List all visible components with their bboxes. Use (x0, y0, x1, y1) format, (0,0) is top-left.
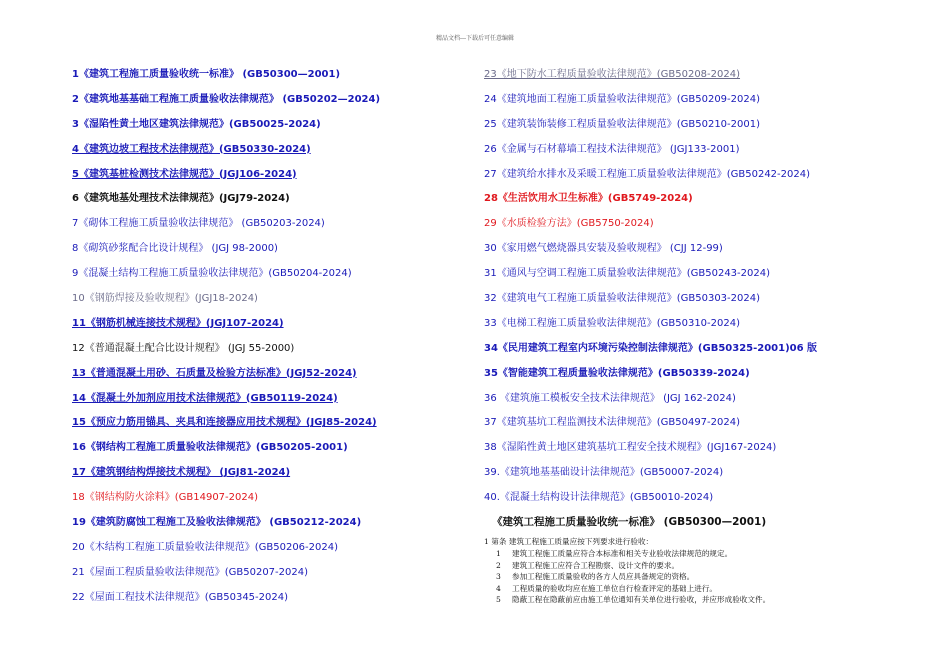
standard-title: 39.《建筑地基基础设计法律规范》(GB50007-2024) (484, 467, 724, 479)
standard-title: 20《木结构工程施工质量验收法律规范》(GB50206-2024) (72, 541, 339, 553)
standard-list-item[interactable] (72, 365, 472, 390)
standard-list-item (484, 91, 884, 116)
standard-list-item (72, 489, 472, 514)
clause-number: 2 (496, 560, 501, 570)
standard-list-item (72, 66, 472, 91)
standard-list-item (484, 365, 884, 390)
standard-list-item (484, 141, 884, 166)
standard-list-item (72, 340, 472, 365)
left-column (72, 66, 472, 614)
clause-item (496, 594, 770, 605)
standard-title: 31《通风与空调工程施工质量验收法律规范》(GB50243-2024) (484, 268, 771, 280)
standard-title: 21《屋面工程质量验收法律规范》(GB50207-2024) (72, 566, 309, 578)
standard-list-item[interactable] (72, 141, 472, 166)
standard-list-item (72, 439, 472, 464)
standard-list-item (72, 91, 472, 116)
standard-title: 17《建筑钢结构焊接技术规程》 (JGJ81-2024) (72, 467, 291, 479)
standard-title: 33《电梯工程施工质量验收法律规范》(GB50310-2024) (484, 317, 741, 329)
clause-item (496, 560, 679, 571)
section-title: 《建筑工程施工质量验收统一标准》 (GB50300—2001) (492, 516, 767, 528)
standard-title: 27《建筑给水排水及采暖工程施工质量验收法律规范》(GB50242-2024) (484, 168, 811, 180)
standard-title: 13《普通混凝土用砂、石质量及检验方法标准》(JGJ52-2024) (72, 367, 357, 379)
clause-number: 1 (496, 549, 501, 558)
clause-text: 工程质量的验收均应在施工单位自行检查评定的基础上进行。 (512, 583, 718, 593)
standard-list-item[interactable] (72, 166, 472, 191)
standard-title: 26《金属与石材幕墙工程技术法律规范》 (JGJ133-2001) (484, 143, 740, 155)
standard-list-item (72, 215, 472, 240)
standard-title: 40.《混凝土结构设计法律规范》(GB50010-2024) (484, 492, 714, 504)
standard-title: 23《地下防水工程质量验收法律规范》(GB50208-2024) (484, 69, 741, 80)
standard-list-item (72, 514, 472, 539)
standard-title: 18《钢结构防火涂料》(GB14907-2024) (72, 492, 259, 504)
standard-title: 12《普通混凝土配合比设计规程》 (JGJ 55-2000) (72, 342, 295, 354)
standard-title: 30《家用燃气燃烧器具安装及验收规程》 (CJJ 12-99) (484, 243, 723, 255)
standard-list-item[interactable] (72, 390, 472, 415)
standard-title: 10《钢筋焊接及验收规程》(JGJ18-2024) (72, 293, 258, 305)
standard-title: 4《建筑边坡工程技术法律规范》(GB50330-2024) (72, 143, 311, 155)
standard-list-item (484, 116, 884, 141)
standard-list-item (484, 290, 884, 315)
standard-title: 2《建筑地基基础工程施工质量验收法律规范》 (GB50202—2024) (72, 93, 381, 105)
standard-list-item[interactable] (72, 414, 472, 439)
standard-title: 38《湿陷性黄土地区建筑基坑工程安全技术规程》(JGJ167-2024) (484, 442, 777, 454)
standard-list-item (484, 414, 884, 439)
standard-list-item (72, 539, 472, 564)
article-heading: 1 第条 建筑工程施工质量应按下列要求进行验收： (484, 537, 654, 546)
standard-list-item[interactable] (484, 66, 884, 91)
standard-list-item (484, 340, 884, 365)
standard-list-item (484, 464, 884, 489)
standard-list-item (484, 190, 884, 215)
clause-item (496, 583, 717, 594)
standard-title: 25《建筑装饰装修工程质量验收法律规范》(GB50210-2001) (484, 118, 761, 130)
standard-title: 6《建筑地基处理技术法律规范》(JGJ79-2024) (72, 193, 290, 205)
standard-title: 5《建筑基桩检测技术法律规范》(JGJ106-2024) (72, 168, 297, 180)
standard-title: 11《钢筋机械连接技术规程》(JGJ107-2024) (72, 317, 284, 329)
standard-list-item (72, 290, 472, 315)
standard-title: 19《建筑防腐蚀工程施工及验收法律规范》 (GB50212-2024) (72, 517, 362, 529)
standard-title: 28《生活饮用水卫生标准》(GB5749-2024) (484, 193, 693, 205)
standard-title: 34《民用建筑工程室内环境污染控制法律规范》(GB50325-2001)06 版 (484, 342, 818, 354)
clause-text: 建筑工程施工质量应符合本标准和相关专业验收法律规范的规定。 (512, 549, 733, 558)
standard-list-item (72, 265, 472, 290)
standard-list-item (72, 564, 472, 589)
standard-list-item (72, 190, 472, 215)
standard-list-item (484, 390, 884, 415)
standard-title: 14《混凝土外加剂应用技术法律规范》(GB50119-2024) (72, 392, 338, 404)
clause-text: 建筑工程施工应符合工程勘察、设计文件的要求。 (512, 560, 680, 570)
standard-title: 9《混凝土结构工程施工质量验收法律规范》(GB50204-2024) (72, 268, 352, 280)
standard-list-item (72, 240, 472, 265)
standard-title: 8《砌筑砂浆配合比设计规程》 (JGJ 98-2000) (72, 243, 278, 255)
standard-list-item (484, 439, 884, 464)
standard-list-item (484, 265, 884, 290)
standard-title: 3《湿陷性黄土地区建筑法律规范》(GB50025-2024) (72, 118, 321, 130)
clause-item (496, 571, 694, 582)
standard-title: 32《建筑电气工程施工质量验收法律规范》(GB50303-2024) (484, 293, 761, 305)
clause-text: 参加工程施工质量验收的各方人员应具备规定的资格。 (512, 572, 695, 581)
standard-title: 36 《建筑施工模板安全技术法律规范》 (JGJ 162-2024) (484, 392, 736, 404)
standard-list-item (484, 240, 884, 265)
standard-title: 35《智能建筑工程质量验收法律规范》(GB50339-2024) (484, 367, 750, 379)
standard-title: 16《钢结构工程施工质量验收法律规范》(GB50205-2001) (72, 442, 348, 454)
clause-text: 隐蔽工程在隐蔽前应由施工单位通知有关单位进行验收，并应形成验收文件。 (512, 595, 771, 604)
clause-number: 5 (496, 595, 501, 604)
standard-list-item (484, 315, 884, 340)
right-column (484, 66, 884, 514)
clause-item (496, 548, 732, 559)
standard-list-item[interactable] (72, 464, 472, 489)
standard-list-item (72, 589, 472, 614)
standard-title: 7《砌体工程施工质量验收法律规范》 (GB50203-2024) (72, 218, 325, 230)
standard-list-item (72, 116, 472, 141)
standard-list-item (484, 489, 884, 514)
standard-title: 24《建筑地面工程施工质量验收法律规范》(GB50209-2024) (484, 93, 761, 105)
standard-list-item[interactable] (72, 315, 472, 340)
standard-title: 22《屋面工程技术法律规范》(GB50345-2024) (72, 591, 289, 603)
standard-title: 1《建筑工程施工质量验收统一标准》 (GB50300—2001) (72, 69, 341, 80)
standard-list-item (484, 166, 884, 191)
clause-number: 3 (496, 572, 501, 581)
page-header: 精品文档---下载后可任意编辑 (435, 35, 515, 42)
standard-list-item (484, 215, 884, 240)
standard-title: 29《水质检验方法》(GB5750-2024) (484, 218, 654, 230)
standard-title: 15《预应力筋用锚具、夹具和连接器应用技术规程》(JGJ85-2024) (72, 417, 377, 429)
standard-title: 37《建筑基坑工程监测技术法律规范》(GB50497-2024) (484, 417, 741, 429)
clause-number: 4 (496, 583, 501, 593)
